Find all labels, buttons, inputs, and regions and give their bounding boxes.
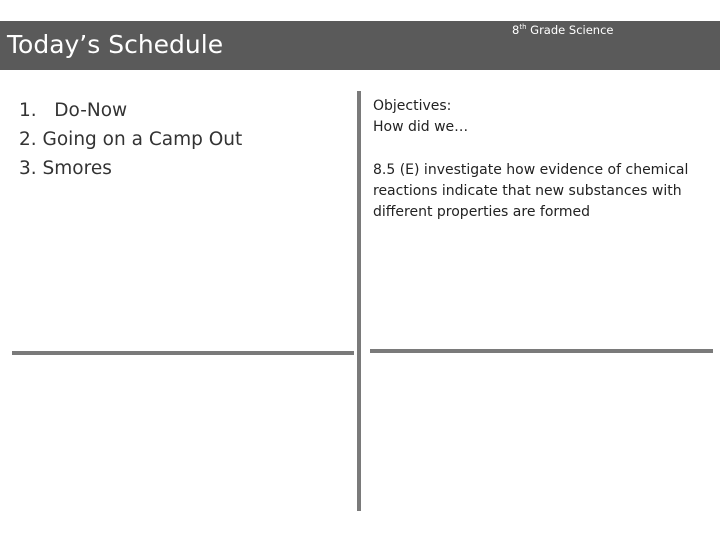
left-horizontal-divider <box>12 351 354 355</box>
agenda-item-do-now: 1. Do-Now <box>19 100 128 121</box>
slide-title: Today’s Schedule <box>7 30 224 59</box>
objectives-panel <box>373 96 713 223</box>
objectives-prompt: How did we… <box>373 119 469 135</box>
agenda-list <box>19 96 242 183</box>
vertical-divider <box>357 91 361 511</box>
agenda-item-smores: 3. Smores <box>19 158 112 179</box>
agenda-item-camp-out: 2. Going on a Camp Out <box>19 129 243 150</box>
teks-standard: 8.5 (E) investigate how evidence of chemical reactions indicate that new substances with different properties are formed <box>373 162 689 220</box>
grade-label <box>512 23 613 37</box>
objectives-heading: Objectives: <box>373 98 452 114</box>
right-horizontal-divider <box>370 349 713 353</box>
grade-superscript: th <box>519 23 527 31</box>
grade-subject: Grade Science <box>526 23 614 37</box>
grade-number: 8 <box>512 23 520 37</box>
